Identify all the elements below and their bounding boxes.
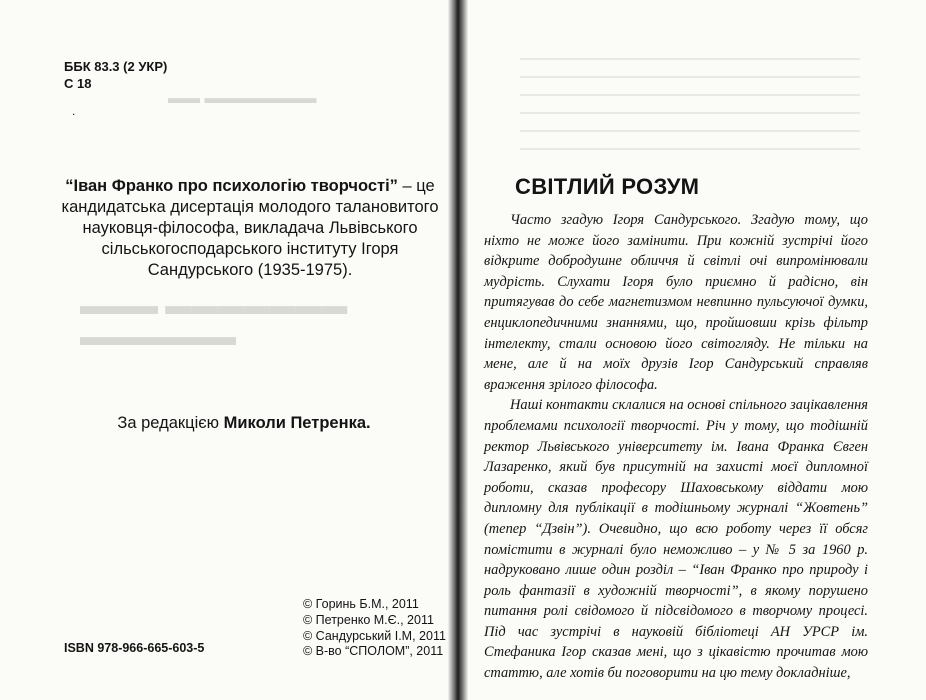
copyright-list — [303, 597, 446, 660]
stray-dot: . — [72, 104, 76, 118]
editor-line — [44, 414, 444, 433]
show-through-text: ▬▬▬ ▬▬▬▬▬▬▬ ▬▬▬▬▬▬ — [80, 290, 348, 351]
bbk-code: ББК 83.3 (2 УКР) — [64, 59, 168, 74]
book-spine-gutter — [448, 0, 468, 700]
copyright-line: © Сандурський І.М, 2011 — [303, 628, 446, 643]
show-through-lines — [520, 58, 860, 166]
description-text: – це кандидатська дисертація молодого талановитого науковця-філософа, викладача Львівського сільськогосподарського інституту Ігоря Сандурського (1935-1975). — [61, 177, 439, 279]
editor-prefix: За редакцією — [117, 414, 224, 432]
editor-name: Миколи Петренка. — [223, 414, 371, 432]
copyright-line: © Петренко М.Є., 2011 — [303, 612, 434, 627]
description-title: “Іван Франко про психологію творчості” — [65, 177, 398, 195]
catalog-block — [64, 58, 167, 92]
left-page — [0, 0, 452, 700]
copyright-line: © В-во “СПОЛОМ”, 2011 — [303, 644, 444, 659]
book-description — [58, 176, 442, 281]
paragraph: Часто згадую Ігоря Сандурського. Згадую тому, що ніхто не може його замінити. При кожній зустрічі його відкрите добродушне обличчя й світлі очі випромінювали мудрість. Слухати Ігоря було приємно й радісно, він притягував до себе магнетизмом невпинно пульсуючої думки, енциклопедичними знаннями, що, пройшовши крізь фільтр інтелекту, стали основою його світогляду. Не тільки на мене, але й на моїх друзів Ігор Сандурський справляв враження зрілого філософа. — [484, 212, 868, 393]
catalog-code: С 18 — [64, 76, 92, 91]
paragraph: Наші контакти склалися на основі спільного зацікавлення проблемами психології творчості. Річ у тому, що тодішній ректор Львівського університету ім. Івана Франка Євген Лазаренко, який був присутній на захисті моєї дипломної роботи, сказав професору Шаховському віддати мою дипломну для публікації в тодішньому журналі “Жовтень” (тепер “Дзвін”). Очевидно, що всю роботу через її обсяг помістити в журналі було неможливо – у № 5 за 1960 р. надруковано лише один розділ – “Іван Франко про природу і роль фантазії в художній творчості”, в якому порушено питання ролі свідомого й підсвідомого в творчому процесі. Під час зустрічі в науковій бібліотеці АН УРСР ім. Стефаника Ігор сказав мені, що з цікавістю прочитав мою статтю, але хотів би поговорити на цю тему докладніше, — [484, 397, 868, 682]
isbn: ISBN 978-966-665-603-5 — [64, 641, 205, 655]
chapter-body — [484, 210, 868, 684]
chapter-heading: СВІТЛИЙ РОЗУМ — [515, 174, 700, 199]
copyright-line: © Горинь Б.М., 2011 — [303, 597, 419, 611]
show-through-text: ▬▬ ▬▬▬▬▬▬▬ — [168, 90, 317, 107]
